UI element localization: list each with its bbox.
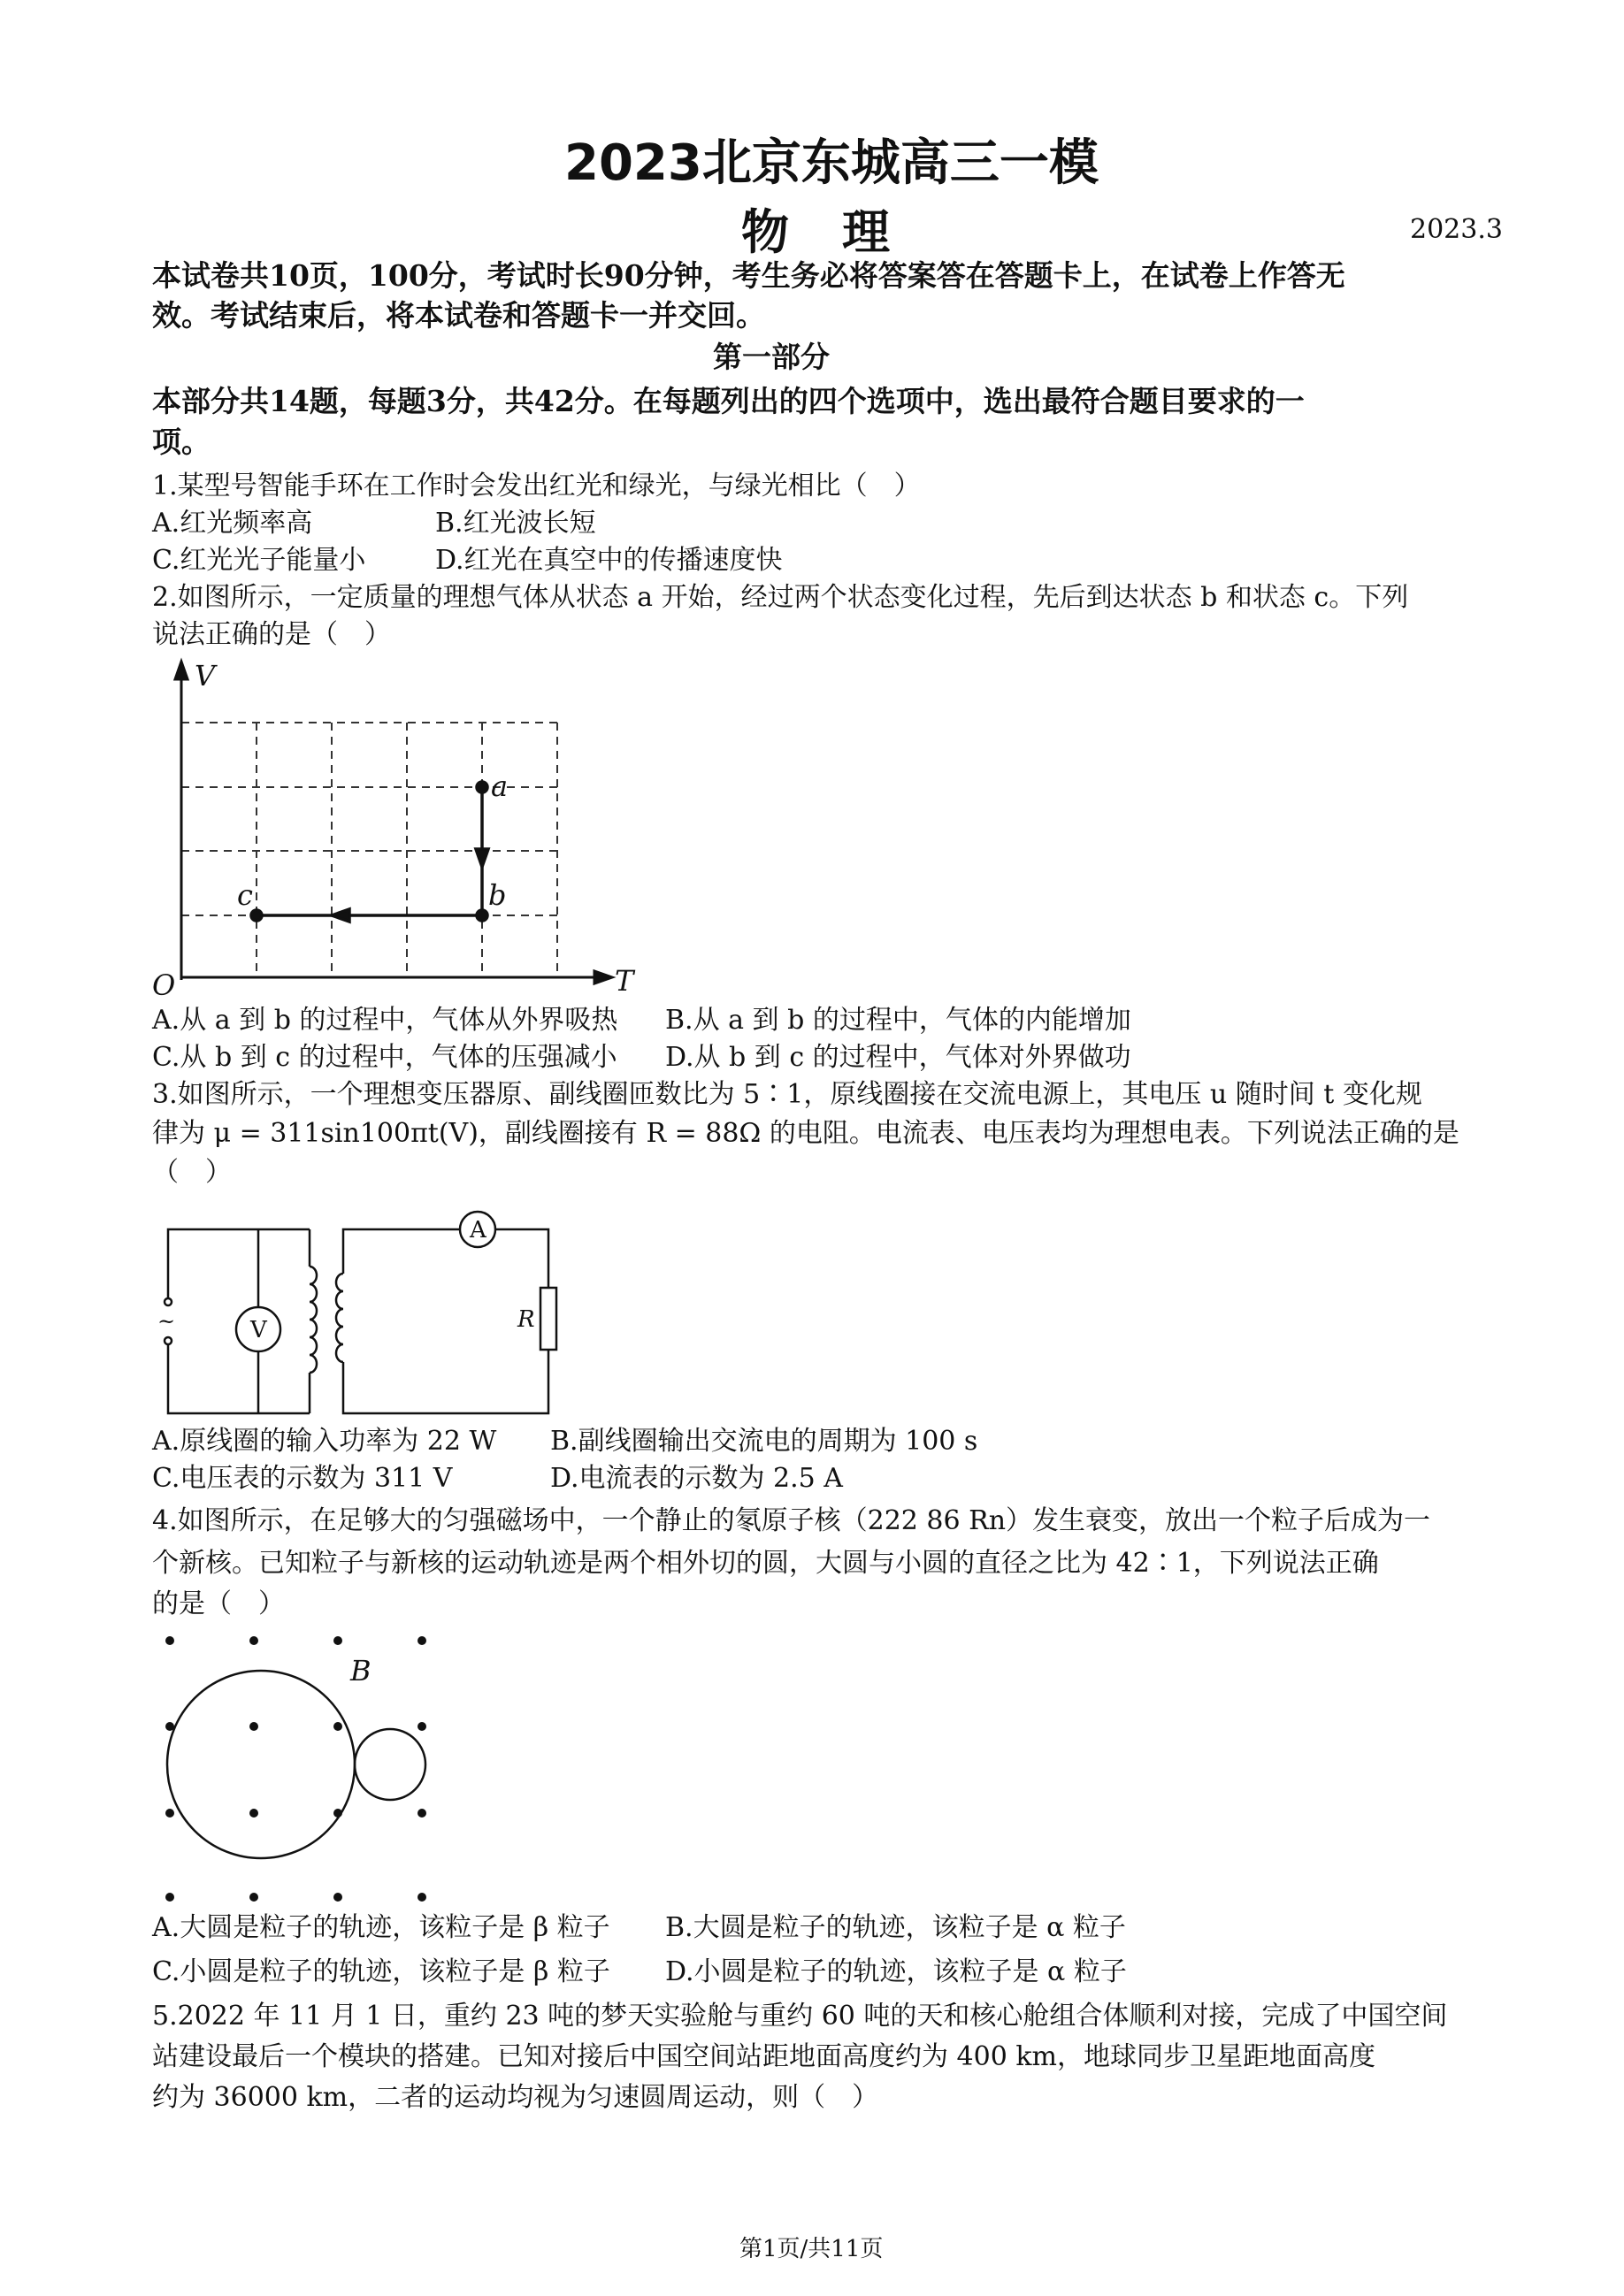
part-description-line-2: 项。	[152, 425, 211, 459]
resistor	[540, 1288, 556, 1350]
t-axis-label: T	[615, 964, 634, 998]
state-b-point	[477, 910, 487, 921]
instructions-line-2: 效。考试结束后，将本试卷和答题卡一并交回。	[152, 298, 765, 333]
ammeter-label: A	[470, 1217, 486, 1244]
q4-option-d: D.小圆是粒子的轨迹，该粒子是 α 粒子	[665, 1956, 1127, 1987]
state-c-label: c	[237, 878, 253, 912]
resistor-label: R	[517, 1306, 535, 1333]
q3-option-a: A.原线圈的输入功率为 22 W	[152, 1426, 497, 1457]
q2-option-b: B.从 a 到 b 的过程中，气体的内能增加	[665, 1005, 1131, 1036]
q2-option-c: C.从 b 到 c 的过程中，气体的压强减小	[152, 1042, 617, 1073]
q2-stem-line-1: 2.如图所示，一定质量的理想气体从状态 a 开始，经过两个状态变化过程，先后到达状态 b 和状态 c。下列	[152, 582, 1409, 613]
ac-source-symbol: ~	[157, 1309, 176, 1334]
secondary-top-wire-left	[343, 1229, 460, 1274]
secondary-bottom-wire	[343, 1350, 548, 1413]
page-number: 第1页/共11页	[739, 2236, 884, 2262]
primary-top-wire	[168, 1229, 310, 1298]
t-axis-arrow	[594, 971, 612, 983]
state-a-point	[477, 782, 487, 792]
instructions-line-1: 本试卷共10页，100分，考试时长90分钟，考生务必将答案答在答题卡上，在试卷上作答无	[152, 258, 1345, 293]
q3-stem-line-2: 律为 μ = 311sin100πt(V)，副线圈接有 R = 88Ω 的电阻。电流表、电压表均为理想电表。下列说法正确的是	[152, 1118, 1459, 1149]
q5-stem-line-1: 5.2022 年 11 月 1 日，重约 23 吨的梦天实验舱与重约 60 吨的天和核心舱组合体顺利对接，完成了中国空间	[152, 2001, 1448, 2032]
q1-option-a: A.红光频率高	[152, 508, 313, 539]
secondary-top-wire-right	[495, 1229, 548, 1288]
q3-transformer-circuit	[150, 1203, 575, 1424]
q4-option-b: B.大圆是粒子的轨迹，该粒子是 α 粒子	[665, 1912, 1126, 1943]
q3-option-c: C.电压表的示数为 311 V	[152, 1463, 453, 1494]
source-terminal-bottom	[165, 1337, 172, 1344]
state-a-label: a	[491, 769, 509, 803]
q2-stem-line-2: 说法正确的是（ ）	[152, 619, 391, 650]
q5-stem-line-3: 约为 36000 km，二者的运动均视为匀速圆周运动，则（ ）	[152, 2082, 879, 2113]
q5-stem-line-2: 站建设最后一个模块的搭建。已知对接后中国空间站距地面高度约为 400 km，地球同步卫星距地面高度	[152, 2041, 1375, 2072]
q4-option-c: C.小圆是粒子的轨迹，该粒子是 β 粒子	[152, 1956, 610, 1987]
primary-coil	[310, 1267, 317, 1373]
q1-option-b: B.红光波长短	[435, 508, 596, 539]
q2-vt-diagram	[142, 654, 637, 999]
field-dots	[165, 1636, 426, 1902]
part-description-line-1: 本部分共14题，每题3分，共42分。在每题列出的四个选项中，选出最符合题目要求的一	[152, 384, 1305, 418]
q1-option-d: D.红光在真空中的传播速度快	[435, 545, 783, 576]
q3-stem-line-3: （ ）	[152, 1157, 232, 1188]
q3-option-d: D.电流表的示数为 2.5 A	[550, 1463, 843, 1494]
exam-date: 2023.3	[1410, 214, 1503, 245]
q1-stem: 1.某型号智能手环在工作时会发出红光和绿光，与绿光相比（ ）	[152, 471, 921, 501]
large-circle-track	[167, 1671, 355, 1858]
page-title: 2023北京东城高三一模	[564, 134, 1099, 192]
q4-stem-line-2: 个新核。已知粒子与新核的运动轨迹是两个相外切的圆，大圆与小圆的直径之比为 42∶1，下列说法正确	[152, 1548, 1379, 1579]
small-circle-track	[355, 1729, 425, 1800]
q4-stem-line-1: 4.如图所示，在足够大的匀强磁场中，一个静止的氡原子核（222 86 Rn）发生衰变，放出一个粒子后成为一	[152, 1505, 1431, 1536]
q1-option-c: C.红光光子能量小	[152, 545, 366, 576]
origin-label: O	[152, 968, 176, 999]
q3-stem-line-1: 3.如图所示，一个理想变压器原、副线圈匝数比为 5∶1，原线圈接在交流电源上，其电压 u 随时间 t 变化规	[152, 1079, 1422, 1110]
primary-bottom-wire	[168, 1344, 310, 1413]
q2-option-a: A.从 a 到 b 的过程中，气体从外界吸热	[152, 1005, 618, 1036]
q2-grid	[181, 723, 557, 977]
part-heading: 第一部分	[713, 340, 830, 374]
source-terminal-top	[165, 1298, 172, 1305]
process-a-to-b-arrow	[476, 849, 488, 867]
q4-magnetic-field-diagram	[142, 1627, 460, 1910]
q3-option-b: B.副线圈输出交流电的周期为 100 s	[550, 1426, 978, 1457]
field-label: B	[350, 1654, 372, 1688]
subject-title: 物理	[741, 204, 943, 260]
v-axis-label: V	[195, 659, 216, 693]
process-b-to-c-arrow	[332, 909, 349, 922]
secondary-coil	[336, 1274, 343, 1362]
voltmeter-label: V	[250, 1317, 267, 1343]
q2-option-d: D.从 b 到 c 的过程中，气体对外界做功	[665, 1042, 1131, 1073]
state-b-label: b	[488, 878, 507, 912]
q4-option-a: A.大圆是粒子的轨迹，该粒子是 β 粒子	[152, 1912, 610, 1943]
v-axis-arrow	[175, 662, 188, 679]
q4-stem-line-3: 的是（ ）	[152, 1588, 285, 1619]
